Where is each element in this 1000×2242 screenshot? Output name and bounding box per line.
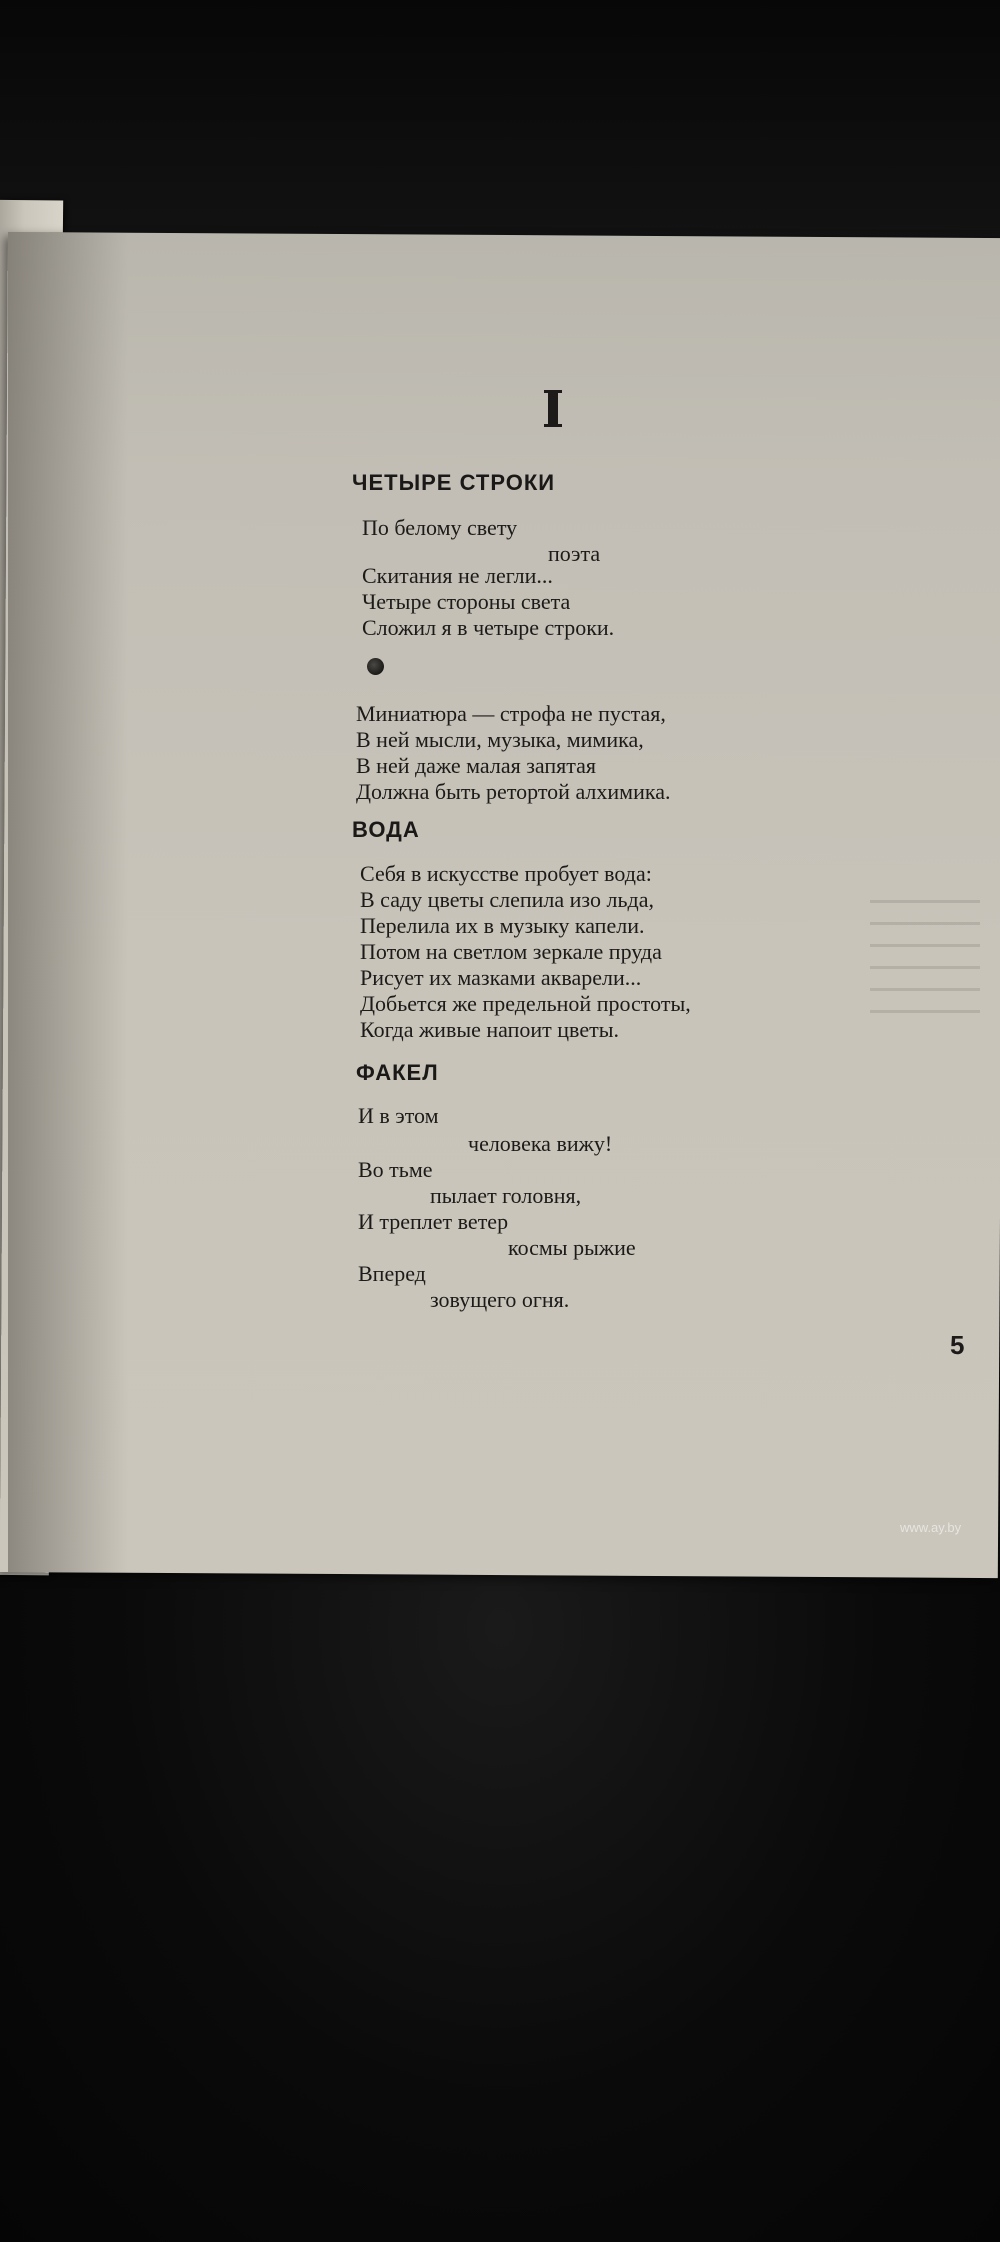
poem-line: Должна быть ретортой алхимика.	[356, 779, 671, 804]
background-top	[0, 0, 1000, 240]
bleed-through-text	[870, 900, 980, 1030]
section-number-mark	[548, 390, 558, 427]
page-gutter-shadow	[8, 232, 128, 1572]
poem-line: Себя в искусстве пробует вода:	[360, 861, 652, 886]
poem-line: Во тьме	[358, 1157, 433, 1182]
poem-line: В саду цветы слепила изо льда,	[360, 887, 654, 912]
poem-line: Когда живые напоит цветы.	[360, 1017, 619, 1042]
poem-line: И треплет ветер	[358, 1209, 509, 1234]
poem-line: пылает головня,	[430, 1183, 582, 1208]
page-number: 5	[950, 1330, 965, 1360]
poem-title-four-lines: ЧЕТЫРЕ СТРОКИ	[352, 470, 556, 495]
poem-line: человека вижу!	[468, 1131, 613, 1156]
poem-line: поэта	[548, 541, 601, 566]
poem-line: Рисует их мазками акварели...	[360, 965, 642, 990]
poem-line: В ней мысли, музыка, мимика,	[356, 727, 644, 752]
poem-line: космы рыжие	[508, 1235, 636, 1260]
poem-line: В ней даже малая запятая	[356, 753, 597, 778]
poem-title-torch: ФАКЕЛ	[356, 1060, 439, 1085]
poem-line: И в этом	[358, 1103, 439, 1128]
poem-line: зовущего огня.	[430, 1287, 570, 1312]
poem-line: Скитания не легли...	[362, 563, 553, 588]
poem-line: Перелила их в музыку капели.	[360, 913, 645, 938]
site-watermark: www.ay.by	[900, 1520, 962, 1535]
poem-line: Миниатюра — строфа не пустая,	[356, 701, 666, 726]
poem-title-water: ВОДА	[352, 817, 420, 842]
poem-line: Сложил я в четыре строки.	[362, 615, 615, 640]
stanza-separator-dot	[367, 658, 384, 675]
poem-line: Вперед	[358, 1261, 426, 1286]
poem-line: Четыре стороны света	[362, 589, 571, 614]
background-bottom	[0, 1560, 1000, 2242]
poem-line: Потом на светлом зеркале пруда	[360, 939, 662, 964]
poem-line: По белому свету	[362, 515, 518, 540]
poem-line: Добьется же предельной простоты,	[360, 991, 691, 1016]
